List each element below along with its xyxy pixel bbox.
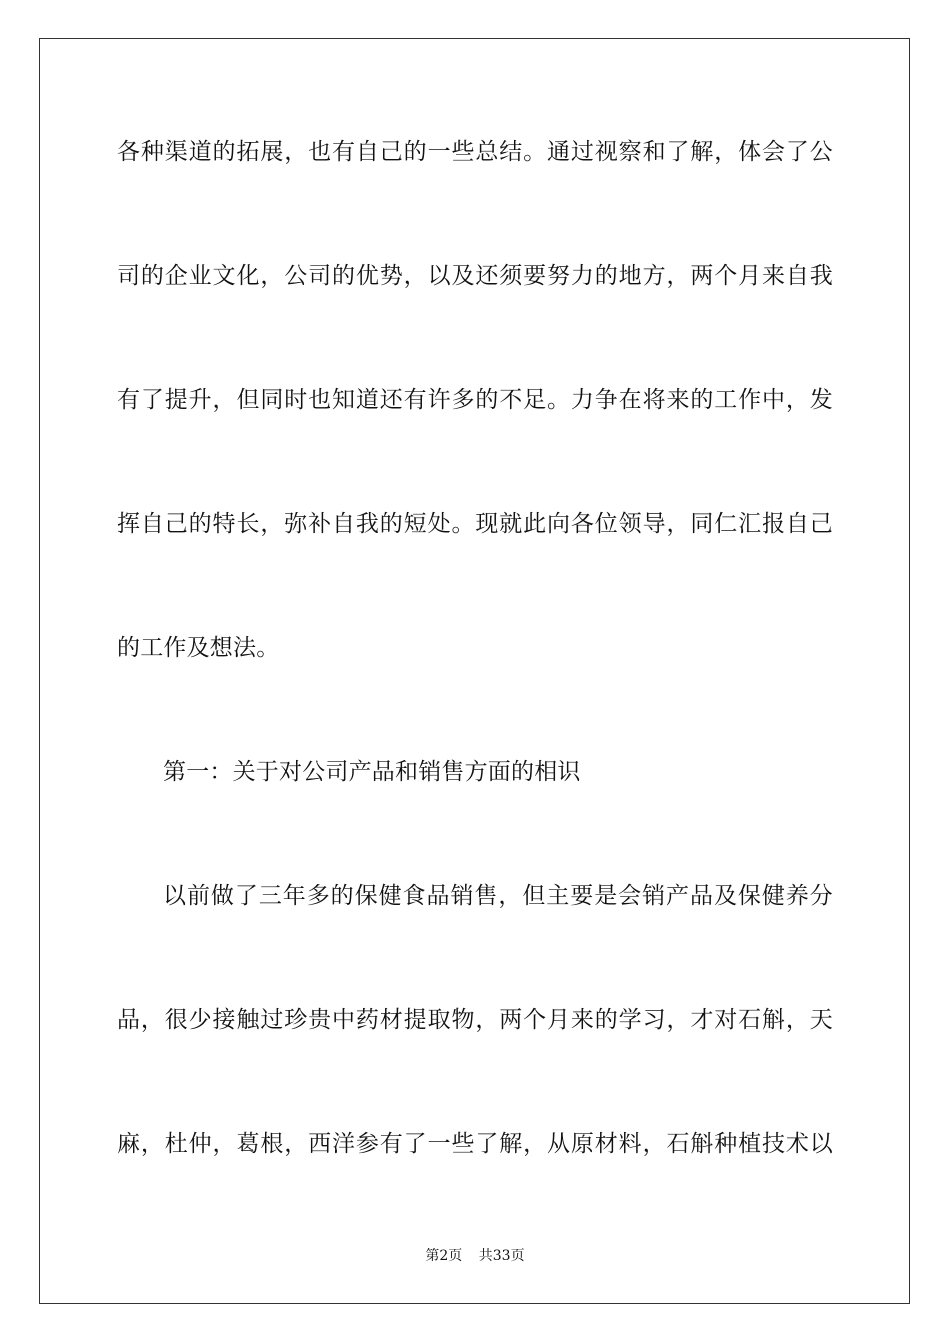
section-heading: 第一：关于对公司产品和销售方面的相识 — [163, 759, 581, 785]
body-text-line: 品，很少接触过珍贵中药材提取物，两个月来的学习，才对石斛，天 — [117, 1007, 833, 1033]
page-number: 第2页 — [425, 1248, 463, 1264]
body-text-line: 麻，杜仲，葛根，西洋参有了一些了解，从原材料，石斛种植技术以 — [117, 1131, 833, 1157]
body-text-line: 的工作及想法。 — [117, 635, 280, 661]
body-text-line: 司的企业文化，公司的优势，以及还须要努力的地方，两个月来自我 — [117, 263, 833, 289]
body-text-line: 有了提升，但同时也知道还有许多的不足。力争在将来的工作中，发 — [117, 387, 833, 413]
paragraph-first-line: 以前做了三年多的保健食品销售，但主要是会销产品及保健养分 — [163, 883, 833, 909]
body-text-line: 挥自己的特长，弥补自我的短处。现就此向各位领导，同仁汇报自己 — [117, 511, 833, 537]
page-border — [39, 38, 910, 1304]
body-text-line: 各种渠道的拓展，也有自己的一些总结。通过视察和了解，体会了公 — [117, 139, 833, 165]
page-footer — [0, 1247, 950, 1265]
total-pages: 共33页 — [478, 1248, 525, 1264]
